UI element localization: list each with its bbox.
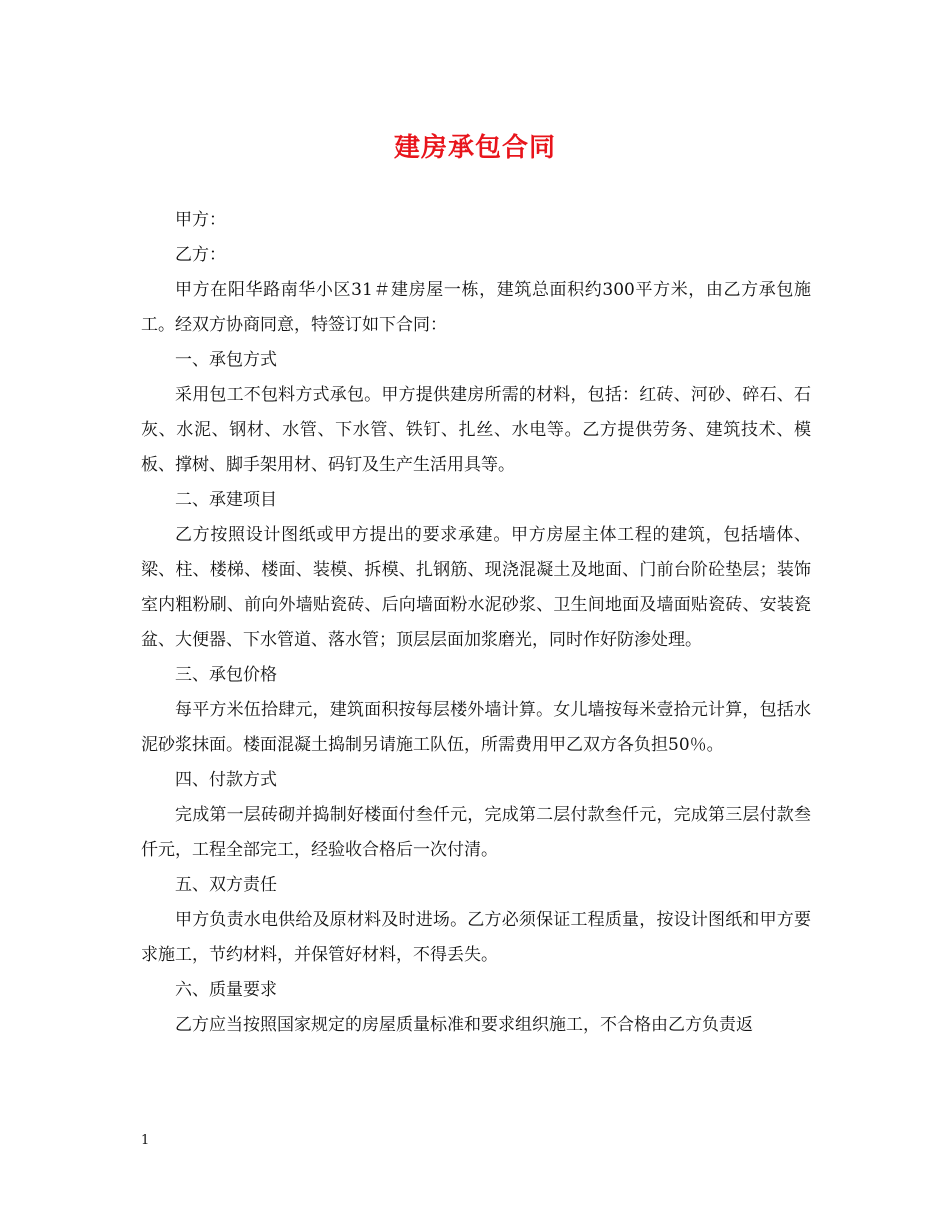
party-a-line: 甲方： (175, 210, 226, 230)
section-paragraph-2: 乙方按照设计图纸或甲方提出的要求承建。甲方房屋主体工程的建筑，包括墙体、梁、柱、楼梯、楼面、装模、拆模、扎钢筋、现浇混凝土及地面、门前台阶砼垫层；装饰室内粗粉刷、前向外墙贴瓷砖、后向墙面粉水泥砂浆、卫生间地面及墙面贴瓷砖、安装瓷盆、大便器、下水管道、落水管；顶层层面加浆磨光，同时作好防渗处理。 (141, 525, 811, 650)
section-paragraph-3: 每平方米伍拾肆元，建筑面积按每层楼外墙计算。女儿墙按每米壹拾元计算，包括水泥砂浆抹面。楼面混凝土捣制另请施工队伍，所需费用甲乙双方各负担50％。 (141, 700, 811, 755)
document-title: 建房承包合同 (393, 133, 556, 163)
section-paragraph-1: 采用包工不包料方式承包。甲方提供建房所需的材料，包括：红砖、河砂、碎石、石灰、水泥、钢材、水管、下水管、铁钉、扎丝、水电等。乙方提供劳务、建筑技术、模板、撑树、脚手架用材、码钉及生产生活用具等。 (141, 385, 811, 475)
document-body (141, 203, 811, 1043)
intro-paragraph: 甲方在阳华路南华小区31＃建房屋一栋，建筑总面积约300平方米，由乙方承包施工。经双方协商同意，特签订如下合同： (141, 280, 811, 335)
section-heading-4: 四、付款方式 (175, 770, 277, 790)
section-heading-3: 三、承包价格 (175, 665, 277, 685)
section-paragraph-6: 乙方应当按照国家规定的房屋质量标准和要求组织施工，不合格由乙方负责返 (175, 1015, 753, 1035)
party-b-line: 乙方： (175, 245, 226, 265)
section-paragraph-4: 完成第一层砖砌并捣制好楼面付叁仟元，完成第二层付款叁仟元，完成第三层付款叁仟元，工程全部完工，经验收合格后一次付清。 (141, 805, 811, 860)
section-heading-6: 六、质量要求 (175, 980, 277, 1000)
section-paragraph-5: 甲方负责水电供给及原材料及时进场。乙方必须保证工程质量，按设计图纸和甲方要求施工，节约材料，并保管好材料，不得丢失。 (141, 910, 811, 965)
section-heading-1: 一、承包方式 (175, 350, 277, 370)
section-heading-5: 五、双方责任 (175, 875, 277, 895)
page-number: 1 (141, 1133, 150, 1148)
section-heading-2: 二、承建项目 (175, 490, 277, 510)
